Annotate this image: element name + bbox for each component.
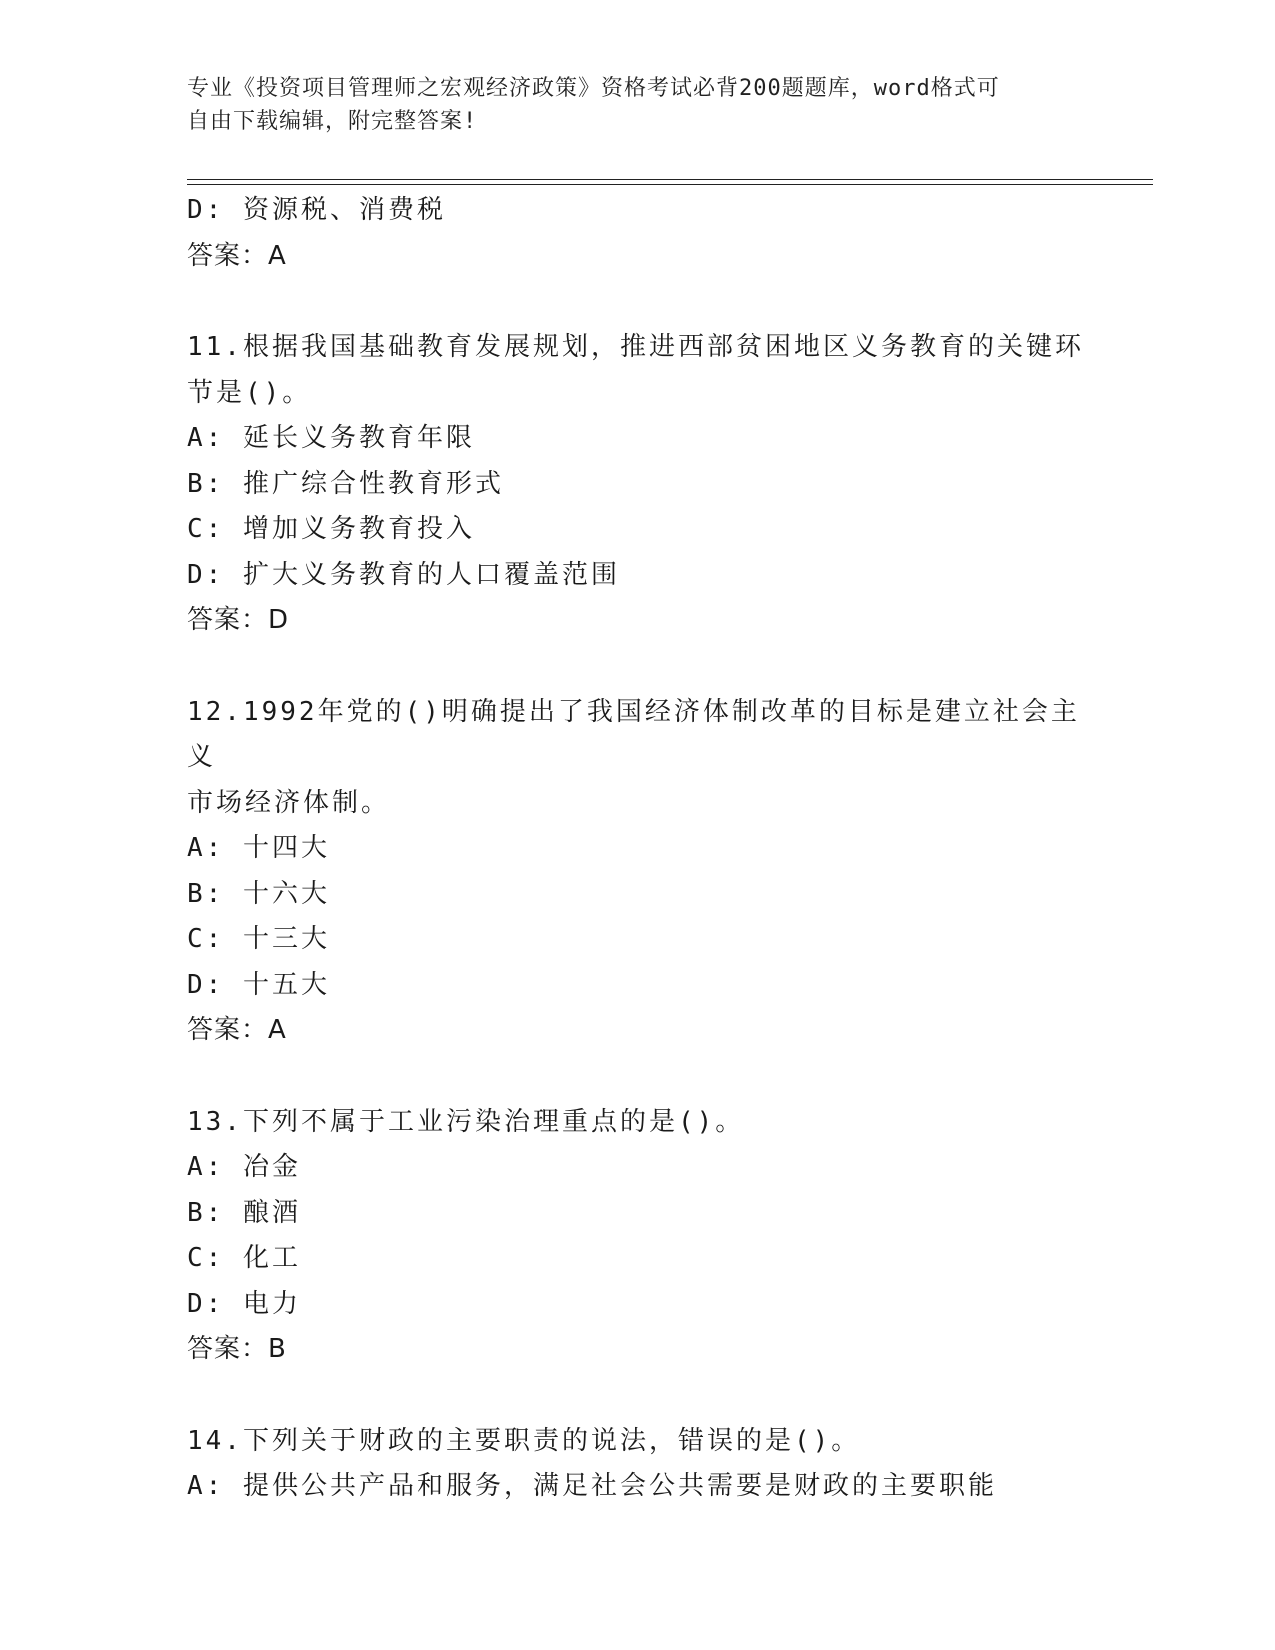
answer-line: 答案：A xyxy=(187,1015,287,1045)
option-c: C: 十三大 xyxy=(187,924,330,954)
previous-question-tail xyxy=(187,188,1087,279)
question-12 xyxy=(187,690,1087,1054)
header-divider-top xyxy=(187,179,1153,180)
answer-line: 答案：A xyxy=(187,240,287,271)
header-divider-bottom xyxy=(187,184,1153,185)
question-list xyxy=(187,188,1087,1510)
document-header xyxy=(187,72,1067,138)
question-stem-line-1: 13.下列不属于工业污染治理重点的是()。 xyxy=(187,1106,745,1137)
question-14 xyxy=(187,1419,1087,1510)
option-a: A: 十四大 xyxy=(187,833,330,863)
option-b: B: 推广综合性教育形式 xyxy=(187,468,504,499)
question-stem-line-1: 14.下列关于财政的主要职责的说法，错误的是()。 xyxy=(187,1425,861,1456)
question-11 xyxy=(187,325,1087,644)
question-stem-line-1: 12.1992年党的()明确提出了我国经济体制改革的目标是建立社会主义 xyxy=(187,696,1080,772)
question-stem-line-2: 节是()。 xyxy=(187,377,312,408)
option-d: D: 资源税、消费税 xyxy=(187,195,446,225)
option-a: A: 延长义务教育年限 xyxy=(187,423,475,453)
option-a: A: 提供公共产品和服务，满足社会公共需要是财政的主要职能 xyxy=(187,1471,997,1501)
question-stem-line-1: 11.根据我国基础教育发展规划，推进西部贫困地区义务教育的关键环 xyxy=(187,332,1084,362)
question-13 xyxy=(187,1100,1087,1373)
header-line-2: 自由下载编辑，附完整答案! xyxy=(187,109,478,134)
option-b: B: 酿酒 xyxy=(187,1197,301,1228)
option-b: B: 十六大 xyxy=(187,878,330,909)
option-c: C: 化工 xyxy=(187,1243,301,1273)
option-a: A: 冶金 xyxy=(187,1152,301,1182)
header-line-1: 专业《投资项目管理师之宏观经济政策》资格考试必背200题题库，word格式可 xyxy=(187,76,1000,101)
option-c: C: 增加义务教育投入 xyxy=(187,514,475,544)
option-d: D: 十五大 xyxy=(187,969,330,1000)
answer-line: 答案：D xyxy=(187,605,290,635)
option-d: D: 电力 xyxy=(187,1288,301,1319)
answer-line: 答案：B xyxy=(187,1334,287,1364)
option-d: D: 扩大义务教育的人口覆盖范围 xyxy=(187,559,620,590)
question-stem-line-2: 市场经济体制。 xyxy=(187,787,391,818)
